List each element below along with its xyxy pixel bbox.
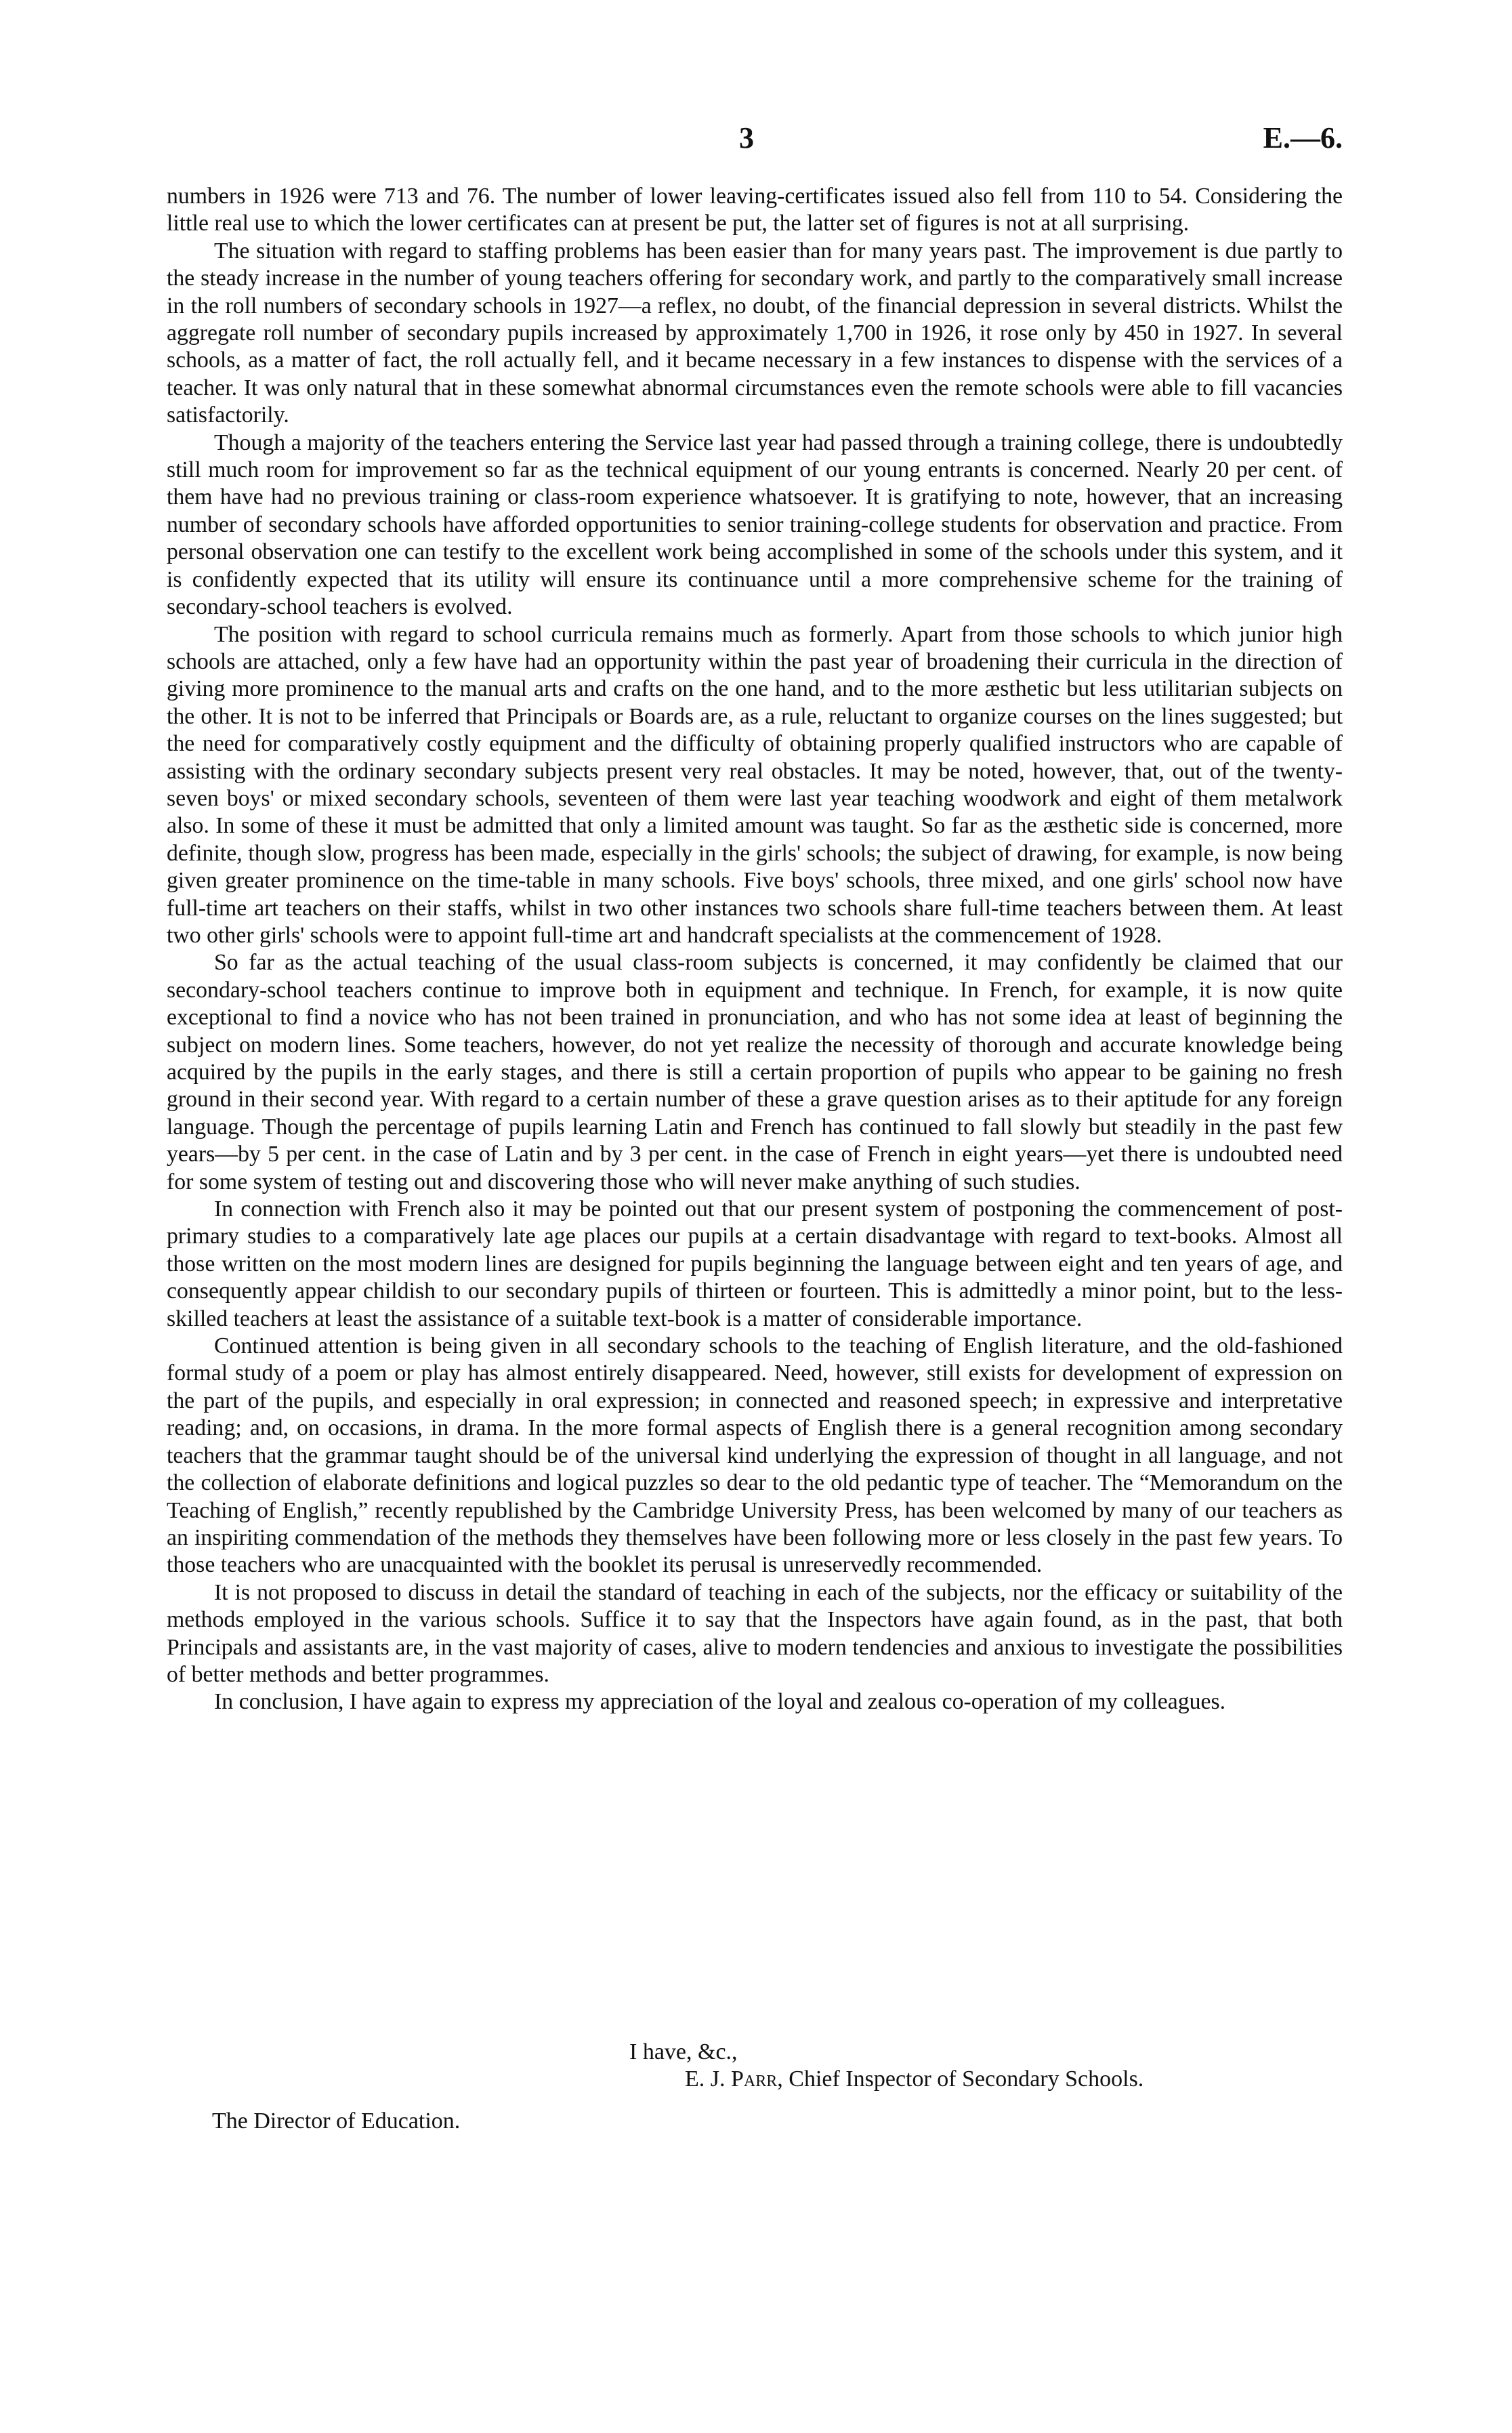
paragraph: numbers in 1926 were 713 and 76. The number of lower leaving-certificates issued also fell from 110 to 54. Considering the little real use to which the lower certificates can at present be put, the latter set of figures is not at all surprising. [167,184,1343,236]
closing-block [0,2039,1512,2310]
paragraph: In connection with French also it may be pointed out that our present system of postponing the commencement of post-primary studies to a comparatively late age places our pupils at a certain disadvantage with regard to text-books. Almost all those written on the most modern lines are designed for pupils beginning the language between eight and ten years of age, and consequently appear childish to our secondary pupils of thirteen or fourteen. This is admittedly a minor point, but to the less-skilled teachers at least the assistance of a suitable text-book is a matter of considerable importance. [167,1197,1343,1331]
signatory-title: , Chief Inspector of Secondary Schools. [777,2066,1144,2092]
signatory-surname: Parr [731,2066,778,2092]
document-reference: E.—6. [1263,121,1343,154]
salutation: I have, &c., [629,2039,738,2064]
report-body [167,183,1343,1716]
paragraph: Though a majority of the teachers entering the Service last year had passed through a training college, there is undoubtedly still much room for improvement so far as the technical equipment of our young entrants is concerned. Nearly 20 per cent. of them have had no previous training or class-room experience whatsoever. It is gratifying to note, however, that an increasing number of secondary schools have afforded opportunities to senior training-college students for observation and practice. From personal observation one can testify to the excellent work being accomplished in some of the schools under this system, and it is confidently expected that its utility will ensure its continuance until a more comprehensive scheme for the training of secondary-school teachers is evolved. [167,430,1343,620]
paragraph: It is not proposed to discuss in detail the standard of teaching in each of the subjects, nor the efficacy or suitability of the methods employed in the various schools. Suffice it to say that the Inspectors have again found, as in the past, that both Principals and assistants are, in the vast majority of cases, alive to modern tendencies and anxious to investigate the possibilities of better methods and better programmes. [167,1579,1343,1687]
addressee: The Director of Education. [212,2108,461,2134]
page-header [167,121,1343,161]
signature-line [685,2066,1143,2092]
paragraph: The situation with regard to staffing problems has been easier than for many years past. The improvement is due partly to the steady increase in the number of young teachers offering for secondary work, and partly to the comparatively small increase in the roll numbers of secondary schools in 1927—a reflex, no doubt, of the financial depression in several districts. Whilst the aggregate roll number of secondary pupils increased by approximately 1,700 in 1926, it rose only by 450 in 1927. In several schools, as a matter of fact, the roll actually fell, and it became necessary in a few instances to dispense with the services of a teacher. It was only natural that in these somewhat abnormal circumstances even the remote schools were able to fill vacancies satisfactorily. [167,238,1343,428]
paragraph: The position with regard to school curricula remains much as formerly. Apart from those schools to which junior high schools are attached, only a few have had an opportunity within the past year of broadening their curricula in the direction of giving more prominence to the manual arts and crafts on the one hand, and to the more æsthetic but less utilitarian subjects on the other. It is not to be inferred that Principals or Boards are, as a rule, reluctant to organize courses on the lines suggested; but the need for comparatively costly equipment and the difficulty of obtaining properly qualified instructors who are capable of assisting with the ordinary secondary subjects present very real obstacles. It may be noted, however, that, out of the twenty-seven boys' or mixed secondary schools, seventeen of them were last year teaching woodwork and eight of them metalwork also. In some of these it must be admitted that only a limited amount was taught. So far as the æsthetic side is concerned, more definite, though slow, progress has been made, especially in the girls' schools; the subject of drawing, for example, is now being given greater prominence on the time-table in many schools. Five boys' schools, three mixed, and one girls' school now have full-time art teachers on their staffs, whilst in two other instances two schools share full-time teachers between them. At least two other girls' schools were to appoint full-time art and handcraft specialists at the commencement of 1928. [167,621,1343,948]
paragraph: In conclusion, I have again to express my appreciation of the loyal and zealous co-operation of my colleagues. [214,1689,1226,1715]
paragraph: So far as the actual teaching of the usual class-room subjects is concerned, it may confidently be claimed that our secondary-school teachers continue to improve both in equipment and technique. In French, for example, it is now quite exceptional to find a novice who has not been trained in pronunciation, and who has not some idea at least of beginning the subject on modern lines. Some teachers, however, do not yet realize the necessity of thorough and accurate knowledge being acquired by the pupils in the early stages, and there is still a certain proportion of pupils who appear to be gaining no fresh ground in their second year. With regard to a certain number of these a grave question arises as to their aptitude for any foreign language. Though the percentage of pupils learning Latin and French has continued to fall slowly but steadily in the past few years—by 5 per cent. in the case of Latin and by 3 per cent. in the case of French in eight years—yet there is undoubted need for some system of testing out and discovering those who will never make anything of such studies. [167,950,1343,1194]
signatory-initials: E. J. [685,2066,731,2092]
paragraph: Continued attention is being given in all secondary schools to the teaching of English literature, and the old-fashioned formal study of a poem or play has almost entirely disappeared. Need, however, still exists for development of expression on the part of the pupils, and especially in oral expression; in connected and reasoned speech; in expressive and interpretative reading; and, on occasions, in drama. In the more formal aspects of English there is a general recognition among secondary teachers that the grammar taught should be of the universal kind underlying the expression of thought in all language, and not the collection of elaborate definitions and logical puzzles so dear to the old pedantic type of teacher. The “Memorandum on the Teaching of English,” recently republished by the Cambridge University Press, has been welcomed by many of our teachers as an inspiriting commendation of the methods they themselves have been following more or less closely in the past few years. To those teachers who are unacquainted with the booklet its perusal is unreservedly recommended. [167,1333,1343,1578]
page-number: 3 [739,121,754,154]
